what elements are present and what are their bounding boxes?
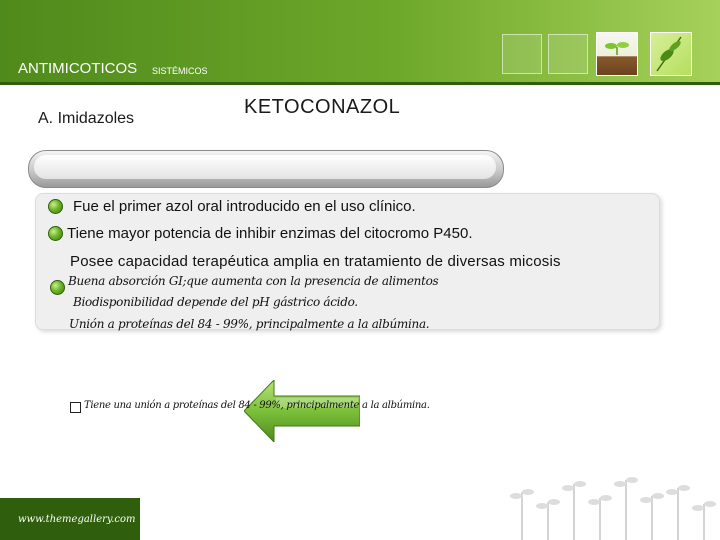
green-sphere-bullet-icon	[48, 226, 63, 241]
sprout-decoration-icon	[508, 462, 720, 540]
footer-website-link[interactable]: www.themegallery.com	[18, 514, 136, 525]
section-title: A. Imidazoles	[38, 110, 135, 127]
green-sphere-bullet-icon	[48, 199, 63, 214]
checkbox-icon	[70, 402, 81, 413]
left-arrow-icon	[244, 380, 360, 442]
header-title: ANTIMICOTICOS	[18, 60, 138, 77]
drug-title: KETOCONAZOL	[244, 96, 401, 118]
header-subtitle: SISTÉMICOS	[152, 66, 208, 76]
detail-text: Buena absorción GI;que aumenta con la presencia de alimentos	[68, 274, 439, 288]
bullet-text: Fue el primer azol oral introducido en el uso clínico.	[73, 198, 416, 215]
detail-text: Biodisponibilidad depende del pH gástrico ácido.	[73, 295, 358, 309]
green-sphere-bullet-icon	[50, 280, 65, 295]
capsule-highlight	[34, 155, 496, 179]
detail-text: Unión a proteínas del 84 - 99%, principalmente a la albúmina.	[69, 317, 430, 331]
header-grid-square	[548, 34, 588, 74]
bullet-text: Tiene mayor potencia de inhibir enzimas del citocromo P450.	[67, 225, 473, 242]
note-text: Tiene una unión a proteínas del 84 - 99%, principalmente a la albúmina.	[84, 400, 430, 411]
seedling-photo	[596, 32, 638, 76]
bullet-text: Posee capacidad terapéutica amplia en tratamiento de diversas micosis	[70, 253, 561, 270]
leaf-photo	[650, 32, 692, 76]
header-divider	[0, 82, 720, 85]
header-grid-square	[502, 34, 542, 74]
